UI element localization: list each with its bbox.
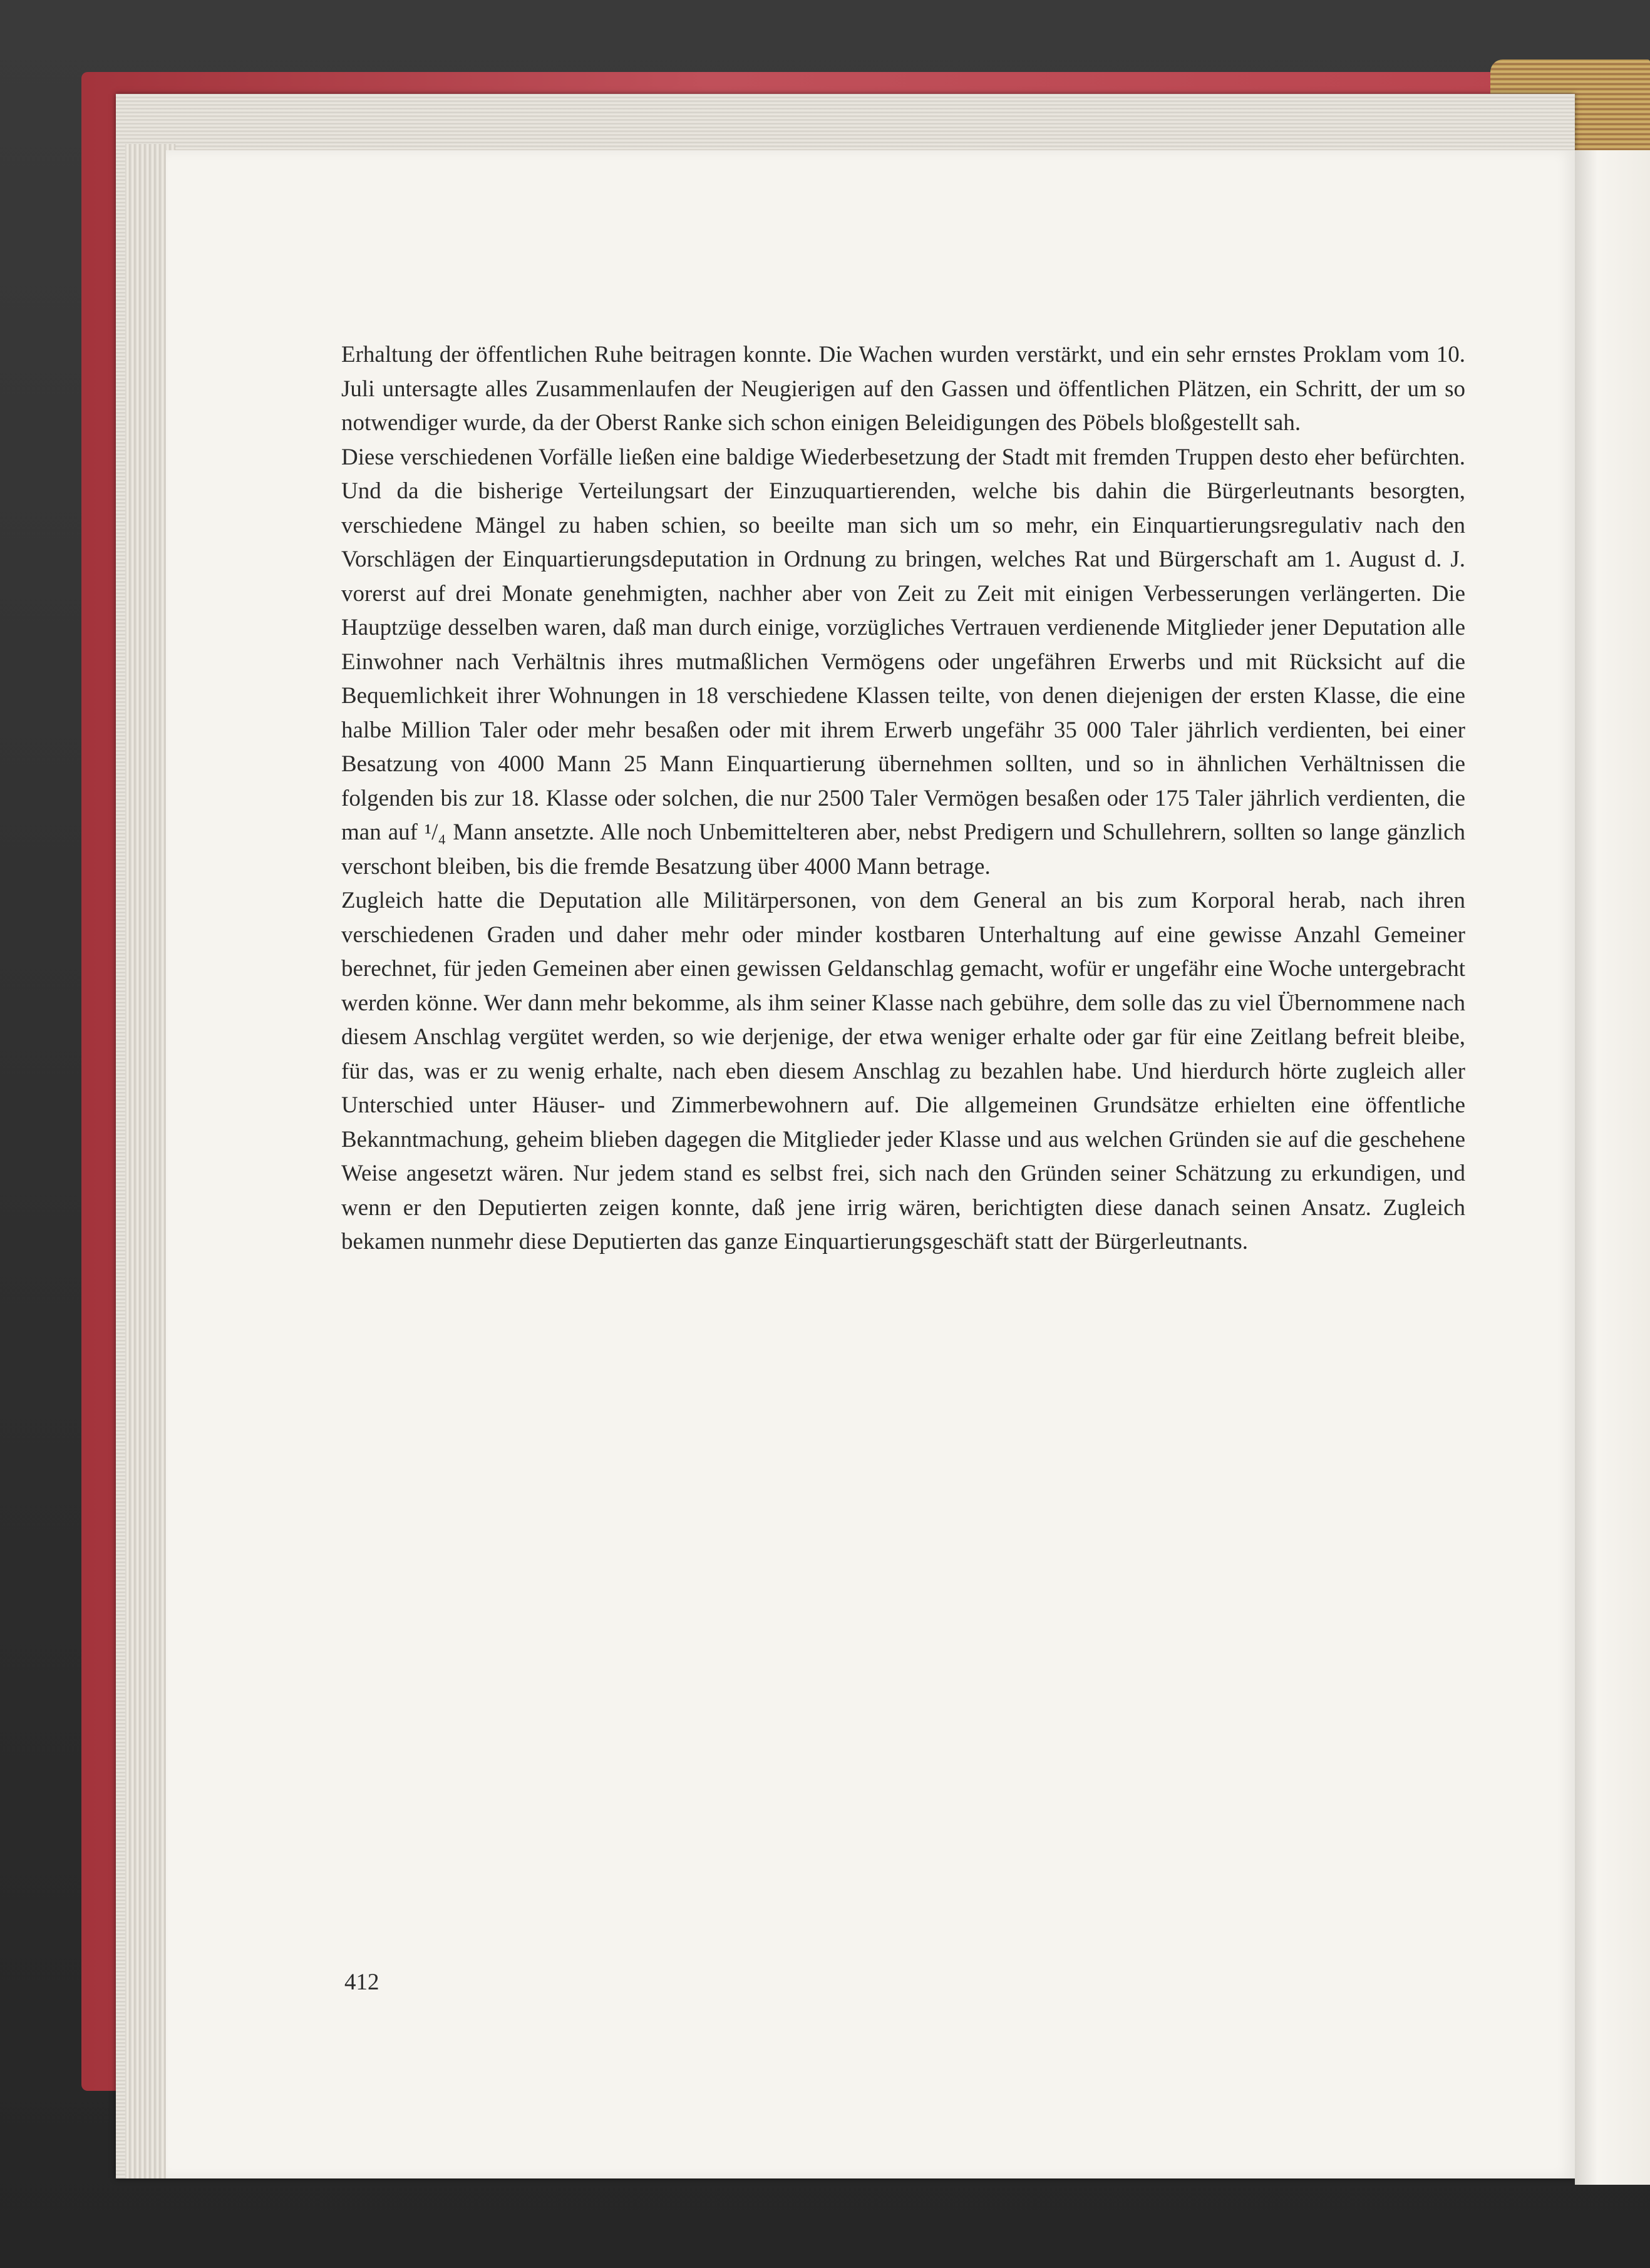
- facing-page: [1575, 150, 1650, 2185]
- page-number: 412: [344, 1969, 379, 1995]
- book-page: [166, 150, 1575, 2178]
- paragraph-2: Diese verschiedenen Vorfälle ließen eine baldige Wiederbesetzung der Stadt mit fremden Truppen desto eher befürchten. Und da die bisherige Verteilungsart der Einzuquartierenden, welche bis dahin die Bürgerleutnants besorgten, verschiedene Mängel zu haben schien, so beeilte man sich um so mehr, ein Einquartierungsregulativ nach den Vorschlägen der Einquartierungsdeputation in Ordnung zu bringen, welches Rat und Bürgerschaft am 1. August d. J. vorerst auf drei Monate genehmigten, nachher aber von Zeit zu Zeit mit einigen Verbesserungen verlängerten. Die Hauptzüge desselben waren, daß man durch einige, vorzügliches Vertrauen verdienende Mitglieder jener Deputation alle Einwohner nach Verhältnis ihres mutmaßlichen Vermögens oder ungefähren Erwerbs und mit Rücksicht auf die Bequemlichkeit ihrer Wohnungen in 18 verschiedene Klassen teilte, von denen diejenigen der ersten Klasse, die eine halbe Million Taler oder mehr besaßen oder mit ihrem Erwerb ungefähr 35 000 Taler jährlich verdienten, bei einer Besatzung von 4000 Mann 25 Mann Einquartierung übernehmen sollten, und so in ähnlichen Verhältnissen die folgenden bis zur 18. Klasse oder solchen, die nur 2500 Taler Vermögen besaßen oder 175 Taler jährlich verdienten, die man auf ¹/₄ Mann ansetzte. Alle noch Unbemittelteren aber, nebst Predigern und Schullehrern, sollten so lange gänzlich verschont bleiben, bis die fremde Besatzung über 4000 Mann betrage.: [341, 444, 1465, 880]
- paragraph-1: Erhaltung der öffentlichen Ruhe beitragen konnte. Die Wachen wurden verstärkt, und ein sehr ernstes Proklam vom 10. Juli untersagte alles Zusammenlaufen der Neugierigen auf den Gassen und öffentlichen Plätzen, ein Schritt, der um so notwendiger wurde, da der Oberst Ranke sich schon einigen Beleidigungen des Pöbels bloßgestellt sah.: [341, 342, 1465, 436]
- body-text: [341, 338, 1465, 1260]
- paragraph-3: Zugleich hatte die Deputation alle Militärpersonen, von dem General an bis zum Korporal herab, nach ihren verschiedenen Graden und daher mehr oder minder kostbaren Unterhaltung auf eine gewisse Anzahl Gemeiner berechnet, für jeden Gemeinen aber einen gewissen Geldanschlag gemacht, wofür er ungefähr eine Woche untergebracht werden könne. Wer dann mehr bekomme, als ihm seiner Klasse nach gebühre, dem solle das zu viel Übernommene nach diesem Anschlag vergütet werden, so wie derjenige, der etwa weniger erhalte oder gar für eine Zeitlang befreit bleibe, für das, was er zu wenig erhalte, nach eben diesem Anschlag zu bezahlen habe. Und hierdurch hörte zugleich aller Unterschied unter Häuser- und Zimmerbewohnern auf. Die allgemeinen Grundsätze erhielten eine öffentliche Bekanntmachung, geheim blieben dagegen die Mitglieder jeder Klasse und aus welchen Gründen sie auf die geschehene Weise angesetzt wären. Nur jedem stand es selbst frei, sich nach den Gründen seiner Schätzung zu erkundigen, und wenn er den Deputierten zeigen konnte, daß jene irrig wären, berichtigten diese danach seinen Ansatz. Zugleich bekamen nunmehr diese Deputierten das ganze Einquartierungsgeschäft statt der Bürgerleutnants.: [341, 888, 1465, 1255]
